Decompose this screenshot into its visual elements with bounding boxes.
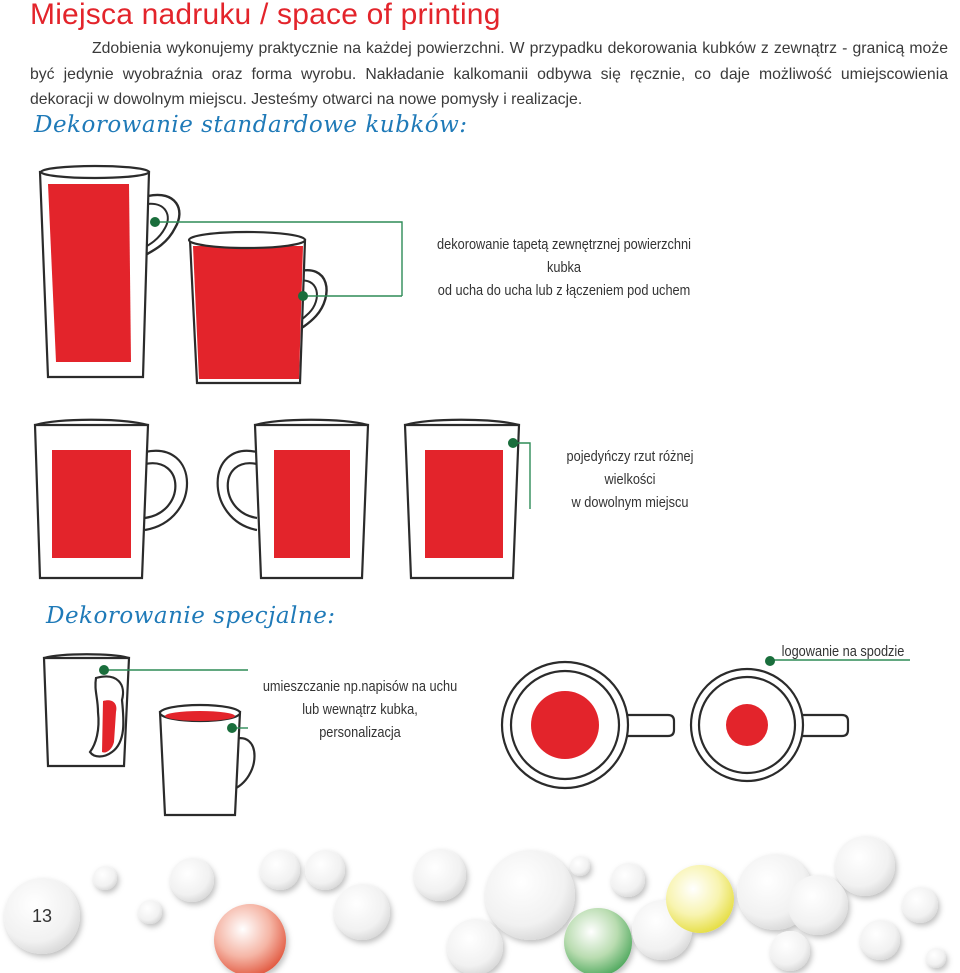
mug-inside-decoration <box>160 705 255 815</box>
mug-bottom-view-large <box>502 662 674 788</box>
intro-paragraph: Zdobienia wykonujemy praktycznie na każdej powierzchni. W przypadku dekorowania kubków z zewnątrz - granicą może być jedynie wyobraźnia oraz forma wyrobu. Nakładanie kalkomanii odbywa się ręcznie, co daje możliwość umiejscowienia dekoracji w dowolnym miejscu. Jesteśmy otwarci na nowe pomysły i realizacje. <box>30 40 948 108</box>
page-title: Miejsca nadruku / space of printing <box>30 0 501 31</box>
connector-dot <box>99 665 109 675</box>
connector-dot <box>227 723 237 733</box>
handle-decoration-label <box>260 676 461 745</box>
decorative-bubbles <box>4 836 946 973</box>
handle-label-line-1: umieszczanie np.napisów na uchu <box>262 679 458 695</box>
wrap-label-line-1: dekorowanie tapetą zewnętrznej powierzchni kubka <box>437 237 691 276</box>
print-label-line-2: w dowolnym miejscu <box>571 495 689 511</box>
mug-print-decoration-3 <box>405 420 519 578</box>
connector-dot <box>150 217 160 227</box>
print-decoration-label <box>542 446 718 515</box>
standard-decoration-heading: Dekorowanie standardowe kubków: <box>34 112 468 138</box>
mug-wrap-decoration-front <box>189 232 327 383</box>
mug-print-decoration-1 <box>35 420 187 578</box>
connector-dot <box>765 656 775 666</box>
mug-wrap-decoration-back <box>40 166 179 377</box>
bottom-decoration-label: logowanie na spodzie <box>781 644 905 660</box>
mug-handle-decoration <box>44 654 129 766</box>
page-number: 13 <box>31 905 53 926</box>
handle-label-line-2: lub wewnątrz kubka, personalizacja <box>302 702 418 741</box>
special-decoration-heading: Dekorowanie specjalne: <box>46 603 336 629</box>
wrap-decoration-label <box>420 234 709 303</box>
connector-dot <box>508 438 518 448</box>
mug-bottom-view-small <box>691 669 848 781</box>
connector-dot <box>298 291 308 301</box>
wrap-label-line-2: od ucha do ucha lub z łączeniem pod uchem <box>437 283 691 299</box>
print-label-line-1: pojedyńczy rzut różnej wielkości <box>566 449 694 488</box>
mug-print-decoration-2 <box>218 420 368 578</box>
